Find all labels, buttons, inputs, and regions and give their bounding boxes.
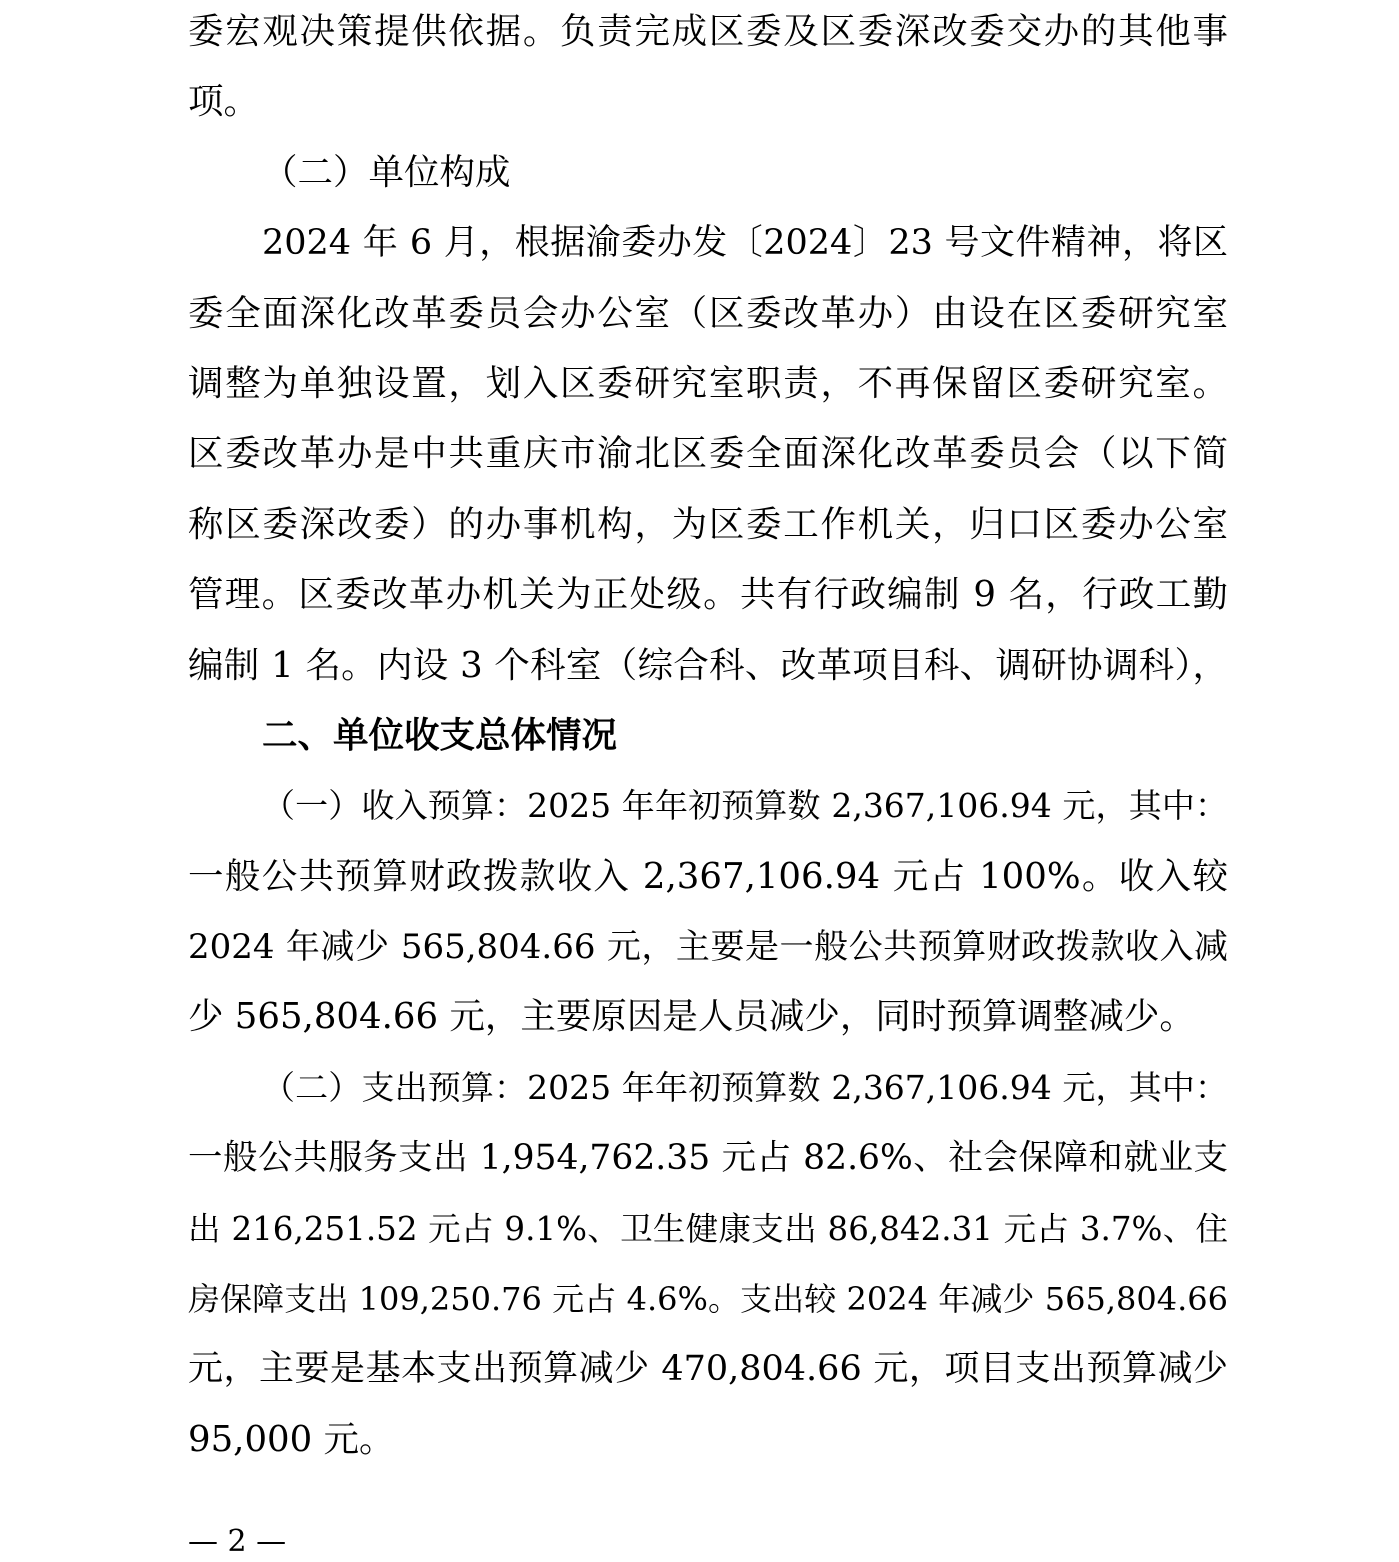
text-line: 2024 年减少 565,804.66 元，主要是一般公共预算财政拨款收入减 [188, 927, 1228, 968]
text-line: 少 565,804.66 元，主要原因是人员减少，同时预算调整减少。 [188, 996, 1195, 1038]
page-number: — 2 — [188, 1524, 287, 1559]
document-body [188, 0, 1228, 1475]
section-subheading: （二）单位构成 [262, 151, 511, 193]
text-line: （一）收入预算：2025 年年初预算数 2,367,106.94 元，其中： [262, 786, 1228, 826]
text-line: 元，主要是基本支出预算减少 470,804.66 元，项目支出预算减少 [188, 1349, 1228, 1390]
text-line: 出 216,251.52 元占 9.1%、卫生健康支出 86,842.31 元占 3.7%、住 [188, 1209, 1228, 1248]
text-line: 调整为单独设置，划入区委研究室职责，不再保留区委研究室。 [188, 362, 1228, 404]
text-line: 一般公共预算财政拨款收入 2,367,106.94 元占 100%。收入较 [188, 855, 1228, 897]
text-line: 委宏观决策提供依据。负责完成区委及区委深改委交办的其他事 [188, 11, 1228, 52]
text-line: 项。 [188, 81, 260, 123]
text-line: 编制 1 名。内设 3 个科室（综合科、改革项目科、调研协调科）， [188, 644, 1228, 686]
text-line: 一般公共服务支出 1,954,762.35 元占 82.6%、社会保障和就业支 [188, 1138, 1228, 1179]
section-heading: 二、单位收支总体情况 [262, 714, 618, 756]
text-line: 2024 年 6 月，根据渝委办发〔2024〕23 号文件精神，将区 [262, 223, 1228, 264]
text-line: 95,000 元。 [188, 1418, 395, 1460]
text-line: 房保障支出 109,250.76 元占 4.6%。支出较 2024 年减少 565,804.66 [188, 1280, 1228, 1319]
text-line: 区委改革办是中共重庆市渝北区委全面深化改革委员会（以下简 [188, 433, 1228, 475]
text-line: 管理。区委改革办机关为正处级。共有行政编制 9 名，行政工勤 [188, 574, 1228, 616]
text-line: 称区委深改委）的办事机构，为区委工作机关，归口区委办公室 [188, 503, 1228, 545]
text-line: 委全面深化改革委员会办公室（区委改革办）由设在区委研究室 [188, 292, 1228, 334]
text-line: （二）支出预算：2025 年年初预算数 2,367,106.94 元，其中： [262, 1067, 1228, 1107]
